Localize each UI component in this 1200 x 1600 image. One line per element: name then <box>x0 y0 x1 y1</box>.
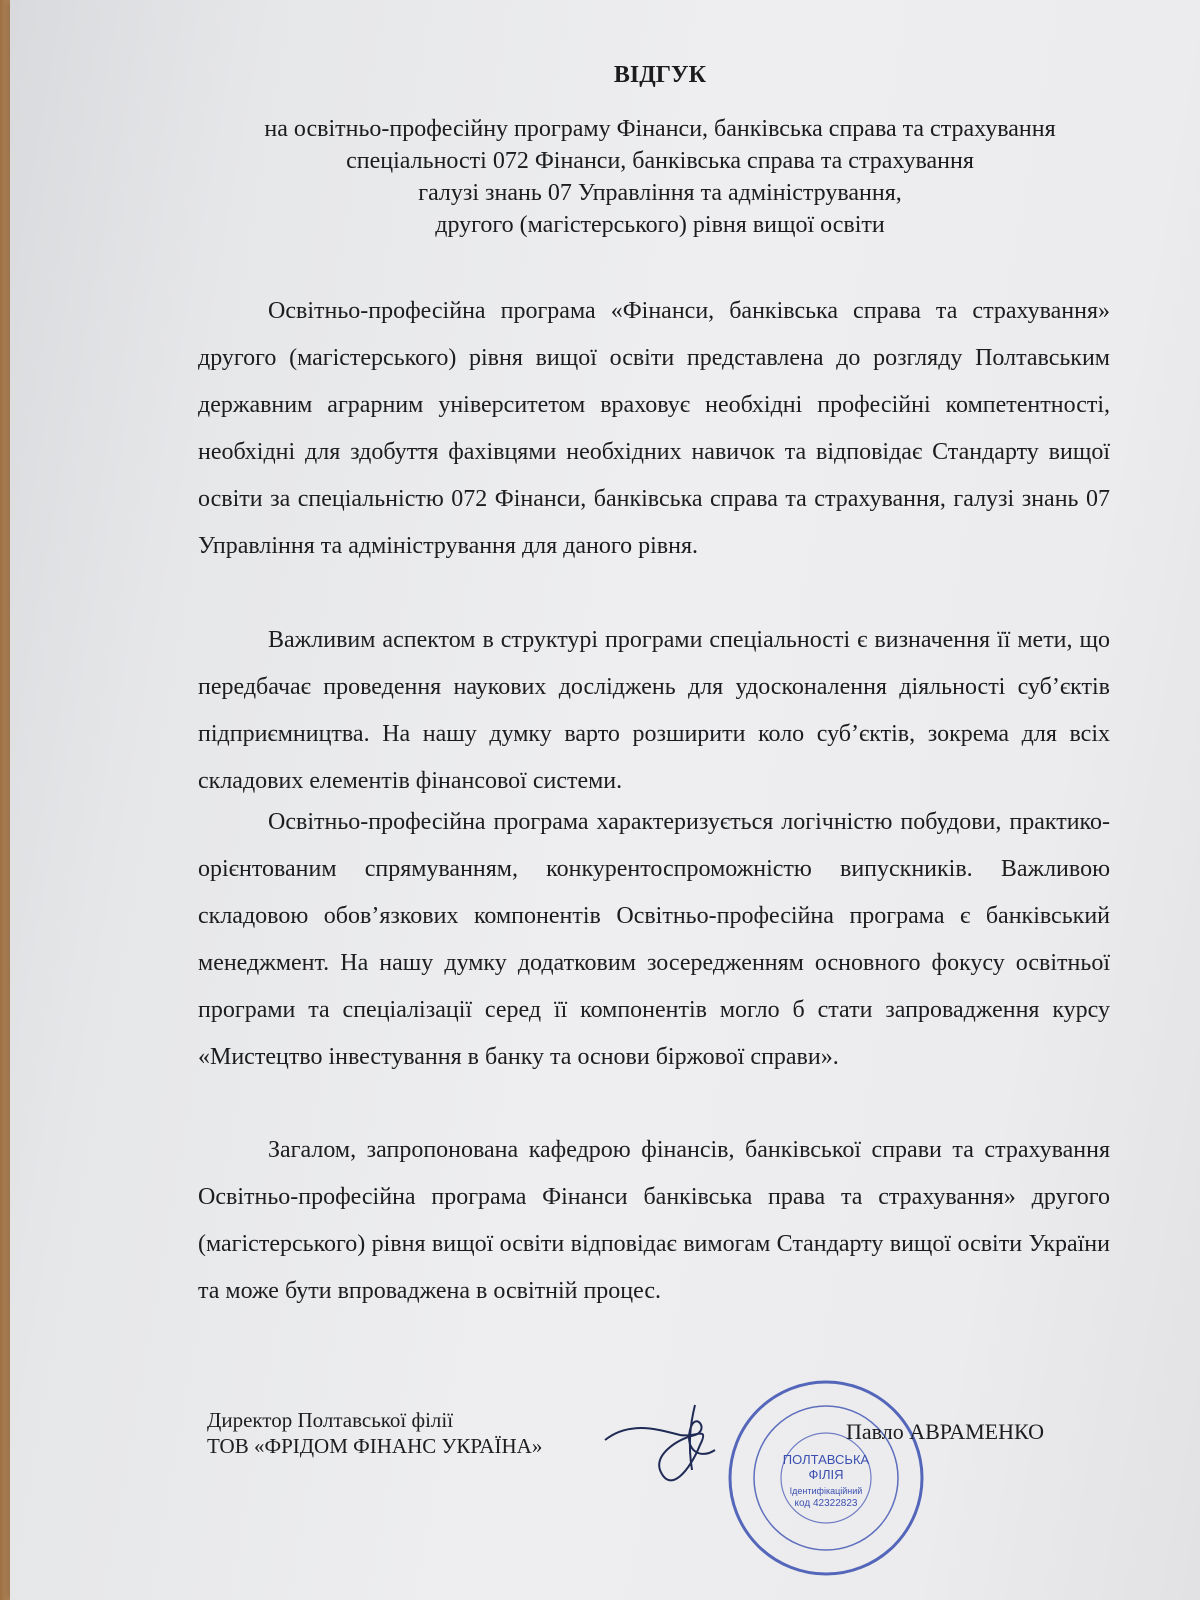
company-seal-stamp <box>726 1378 926 1578</box>
svg-text:ПОЛТАВСЬКА: ПОЛТАВСЬКА <box>782 1452 870 1467</box>
paragraph-4: Загалом, запропонована кафедрою фінансів, банківської справи та страхування Освітньо-професійна програма Фінанси банківська права та страхування» другого (магістерського) рівня вищої освіти відповідає вимогам Стандарту вищої освіти України та може бути впроваджена в освітній процес. <box>198 1137 1110 1304</box>
position-title: Директор Полтавської філії <box>207 1408 454 1432</box>
subtitle-line-1: на освітньо-професійну програму Фінанси, банківська справа та страхування <box>264 116 1056 142</box>
paragraph-3: Освітньо-професійна програма характеризується логічністю побудови, практико-орієнтованим спрямуванням, конкурентоспроможністю випускників. Важливою складовою обов’язкових компонентів Освітньо-професійна програма є банківський менеджмент. На нашу думку додатковим зосередженням основного фокусу освітньої програми та спеціалізації серед її компонентів могло б стати запровадження курсу «Мистецтво інвестування в банку та основи біржової справи». <box>198 809 1110 1070</box>
signatory-block <box>207 1407 542 1459</box>
svg-text:Ідентифікаційний: Ідентифікаційний <box>789 1486 863 1496</box>
paragraph-2: Важливим аспектом в структурі програми спеціальності є визначення її мети, що передбачає проведення наукових досліджень для удосконалення діяльності суб’єктів підприємництва. На нашу думку варто розширити коло суб’єктів, зокрема для всіх складових елементів фінансової системи. <box>198 627 1110 794</box>
svg-text:код 42322823: код 42322823 <box>794 1498 858 1509</box>
svg-text:ФІЛІЯ: ФІЛІЯ <box>808 1467 844 1482</box>
document-page <box>10 0 1200 1600</box>
subtitle-line-2: спеціальності 072 Фінанси, банківська справа та страхування <box>346 148 974 174</box>
subtitle-line-3: галузі знань 07 Управління та адміністрування, <box>418 180 902 206</box>
organization-name: ТОВ «ФРІДОМ ФІНАНС УКРАЇНА» <box>207 1434 543 1458</box>
document-title: ВІДГУК <box>613 62 707 88</box>
subtitle-line-4: другого (магістерського) рівня вищої освіти <box>435 212 885 238</box>
signatory-name: Павло АВРАМЕНКО <box>846 1419 1044 1444</box>
paragraph-1: Освітньо-професійна програма «Фінанси, банківська справа та страхування» другого (магістерського) рівня вищої освіти представлена до розгляду Полтавським державним аграрним університетом враховує необхідні професійні компетентності, необхідні для здобуття фахівцями необхідних навичок та відповідає Стандарту вищої освіти за спеціальністю 072 Фінанси, банківська справа та страхування, галузі знань 07 Управління та адміністрування для даного рівня. <box>198 298 1110 559</box>
